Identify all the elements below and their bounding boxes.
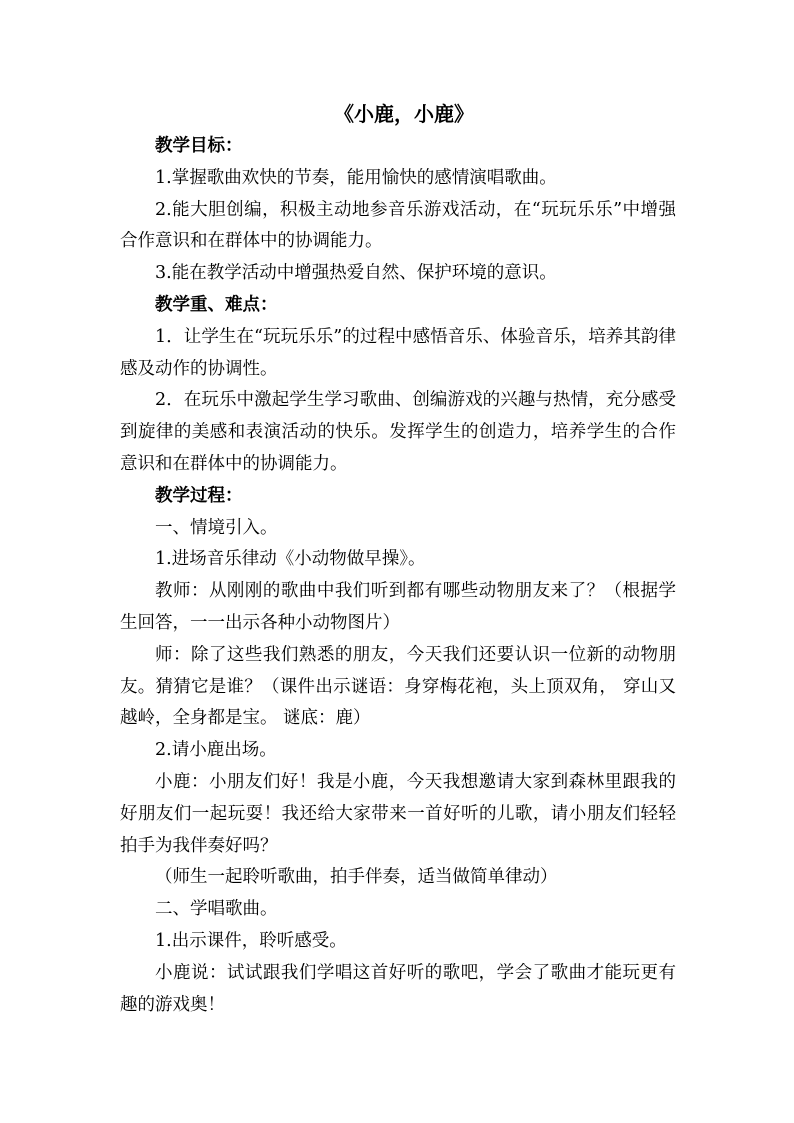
section-heading-objectives: 教学目标：	[155, 136, 243, 156]
paragraph: 小鹿：小朋友们好！我是小鹿，今天我想邀请大家到森林里跟我的好朋友们一起玩耍！我还给大家带来一首好听的儿歌，请小朋友们轻轻拍手为我伴奏好吗？	[120, 771, 676, 856]
paragraph: 师：除了这些我们熟悉的朋友，今天我们还要认识一位新的动物朋友。猜猜它是谁？（课件出示谜语：身穿梅花袍，头上顶双角， 穿山又越岭，全身都是宝。 谜底：鹿）	[120, 644, 676, 729]
paragraph: 1.掌握歌曲欢快的节奏，能用愉快的感情演唱歌曲。	[155, 167, 557, 188]
section-heading-key-points: 教学重、难点：	[155, 294, 278, 315]
paragraph: 2．在玩乐中激起学生学习歌曲、创编游戏的兴趣与热情，充分感受到旋律的美感和表演活动的快乐。发挥学生的创造力，培养学生的合作意识和在群体中的协调能力。	[120, 390, 676, 474]
section-heading-process: 教学过程：	[155, 485, 243, 506]
paragraph: 1．让学生在“玩玩乐乐”的过程中感悟音乐、体验音乐，培养其韵律感及动作的协调性。	[120, 326, 676, 379]
paragraph: 教师：从刚刚的歌曲中我们听到都有哪些动物朋友来了？（根据学生回答，一一出示各种小动物图片）	[120, 581, 676, 633]
paragraph: 小鹿说：试试跟我们学唱这首好听的歌吧，学会了歌曲才能玩更有趣的游戏奥！	[120, 962, 676, 1015]
paragraph: 3.能在教学活动中增强热爱自然、保护环境的意识。	[155, 263, 557, 284]
paragraph: 1.进场音乐律动《小动物做早操》。	[155, 549, 426, 570]
paragraph: 1.出示课件，聆听感受。	[155, 930, 347, 951]
paragraph: 一、情境引入。	[155, 517, 278, 538]
paragraph: 二、学唱歌曲。	[155, 899, 278, 920]
paragraph: 2.请小鹿出场。	[155, 740, 277, 761]
paragraph: （师生一起聆听歌曲，拍手伴奏，适当做简单律动）	[155, 867, 558, 888]
document-title: 《小鹿，小鹿》	[334, 102, 474, 126]
paragraph: 2.能大胆创编，积极主动地参音乐游戏活动，在“玩玩乐乐”中增强合作意识和在群体中的协调能力。	[120, 199, 676, 252]
document-body	[120, 131, 676, 1021]
